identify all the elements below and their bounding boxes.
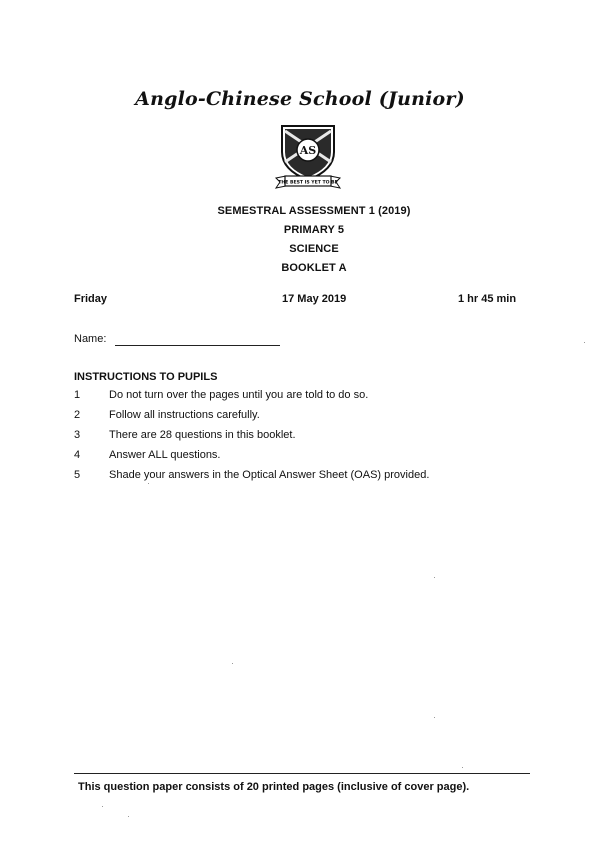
exam-duration: 1 hr 45 min — [458, 293, 517, 305]
scan-speck — [462, 767, 463, 768]
crest-monogram: AS — [299, 144, 317, 157]
footer-note: This question paper consists of 20 printed pages (inclusive of cover page). — [78, 781, 470, 793]
scan-speck — [128, 816, 129, 817]
footer-divider — [74, 773, 530, 774]
instruction-text: Shade your answers in the Optical Answer Sheet (OAS) provided. — [109, 469, 430, 481]
name-field[interactable] — [115, 345, 280, 346]
crest-motto: THE BEST IS YET TO BE — [278, 180, 338, 186]
instruction-text: There are 28 questions in this booklet. — [109, 429, 296, 441]
exam-day: Friday — [74, 293, 108, 305]
scan-speck — [102, 806, 103, 807]
instruction-number: 1 — [74, 389, 81, 401]
scan-speck — [434, 577, 435, 578]
level-title: PRIMARY 5 — [283, 224, 345, 236]
scan-speck — [434, 717, 435, 718]
scan-speck — [148, 483, 149, 484]
instruction-number: 3 — [74, 429, 81, 441]
instruction-text: Do not turn over the pages until you are told to do so. — [109, 389, 369, 401]
scan-speck — [232, 663, 233, 664]
name-label: Name: — [74, 333, 107, 345]
instruction-number: 4 — [74, 449, 81, 461]
instructions-heading: INSTRUCTIONS TO PUPILS — [74, 371, 218, 383]
subject-title: SCIENCE — [289, 243, 339, 255]
school-name: Anglo-Chinese School (Junior) — [135, 88, 465, 110]
instruction-text: Answer ALL questions. — [109, 449, 221, 461]
scan-speck — [584, 342, 585, 343]
school-crest-icon — [272, 122, 344, 192]
instruction-number: 5 — [74, 469, 81, 481]
instruction-number: 2 — [74, 409, 81, 421]
instruction-text: Follow all instructions carefully. — [109, 409, 260, 421]
assessment-title: SEMESTRAL ASSESSMENT 1 (2019) — [217, 205, 411, 217]
exam-date: 17 May 2019 — [282, 293, 347, 305]
booklet-title: BOOKLET A — [281, 262, 347, 274]
